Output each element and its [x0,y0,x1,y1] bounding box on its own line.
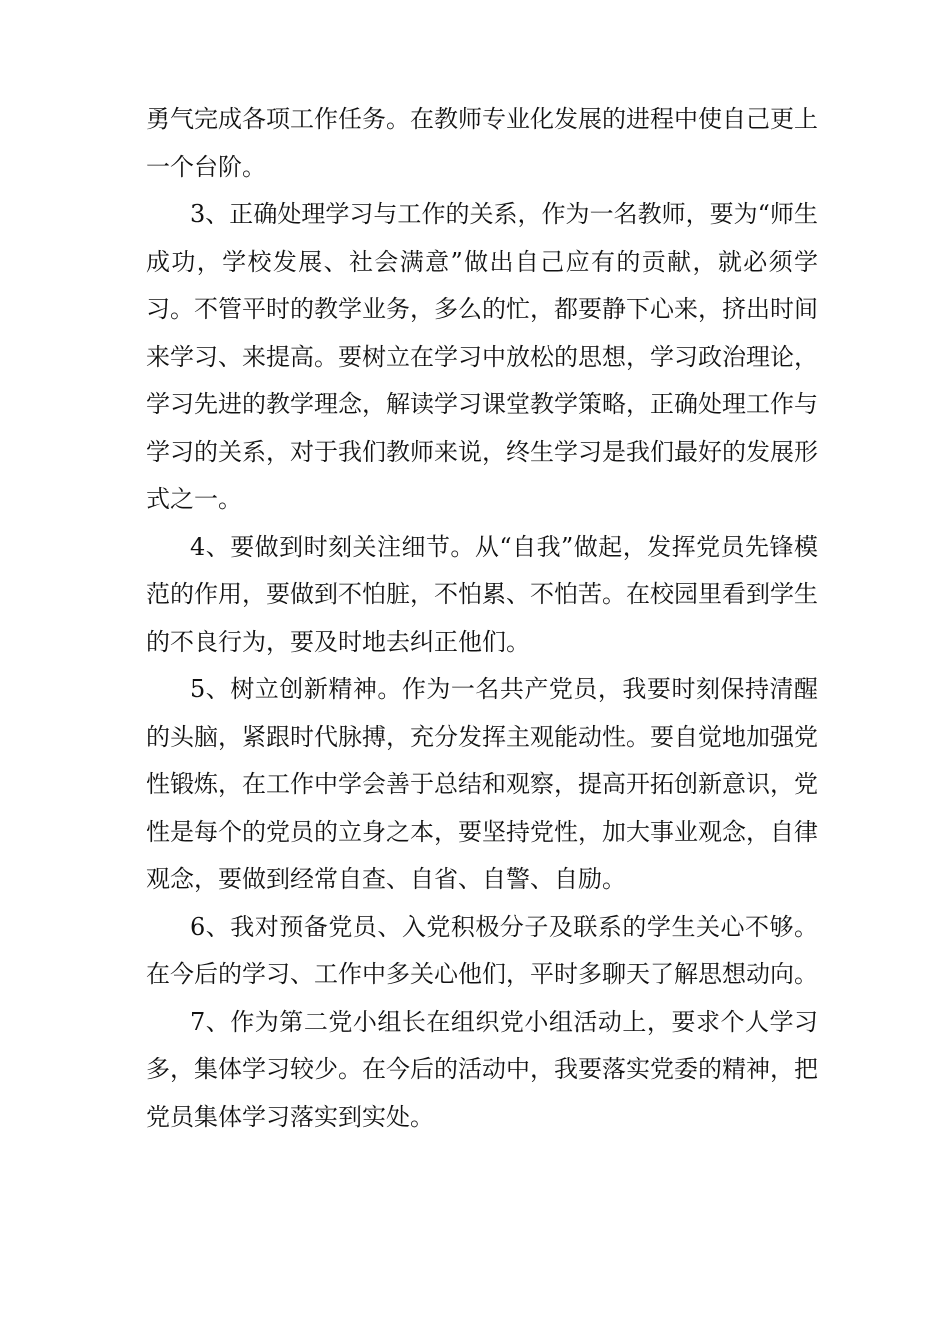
paragraph-item-5: 5、树立创新精神。作为一名共产党员，我要时刻保持清醒的头脑，紧跟时代脉搏，充分发挥主观能动性。要自觉地加强党性锻炼，在工作中学会善于总结和观察，提高开拓创新意识，党性是每个的党员的立身之本，要坚持党性，加大事业观念，自律观念，要做到经常自查、自省、自警、自励。 [146,675,818,893]
paragraph-item-3: 3、正确处理学习与工作的关系，作为一名教师，要为“师生成功，学校发展、社会满意”做出自己应有的贡献，就必须学习。不管平时的教学业务，多么的忙，都要静下心来，挤出时间来学习、来提高。要树立在学习中放松的思想，学习政治理论，学习先进的教学理念，解读学习课堂教学策略，正确处理工作与学习的关系，对于我们教师来说，终生学习是我们最好的发展形式之一。 [146,200,818,513]
paragraph-item-6: 6、我对预备党员、入党积极分子及联系的学生关心不够。在今后的学习、工作中多关心他们，平时多聊天了解思想动向。 [146,912,818,988]
document-body [146,96,818,1141]
paragraph-item-4: 4、要做到时刻关注细节。从“自我”做起，发挥党员先锋模范的作用，要做到不怕脏，不怕累、不怕苦。在校园里看到学生的不良行为，要及时地去纠正他们。 [146,532,818,656]
paragraph-continuation: 勇气完成各项工作任务。在教师专业化发展的进程中使自己更上一个台阶。 [146,105,818,181]
paragraph-item-7: 7、作为第二党小组长在组织党小组活动上，要求个人学习多，集体学习较少。在今后的活动中，我要落实党委的精神，把党员集体学习落实到实处。 [146,1007,818,1131]
